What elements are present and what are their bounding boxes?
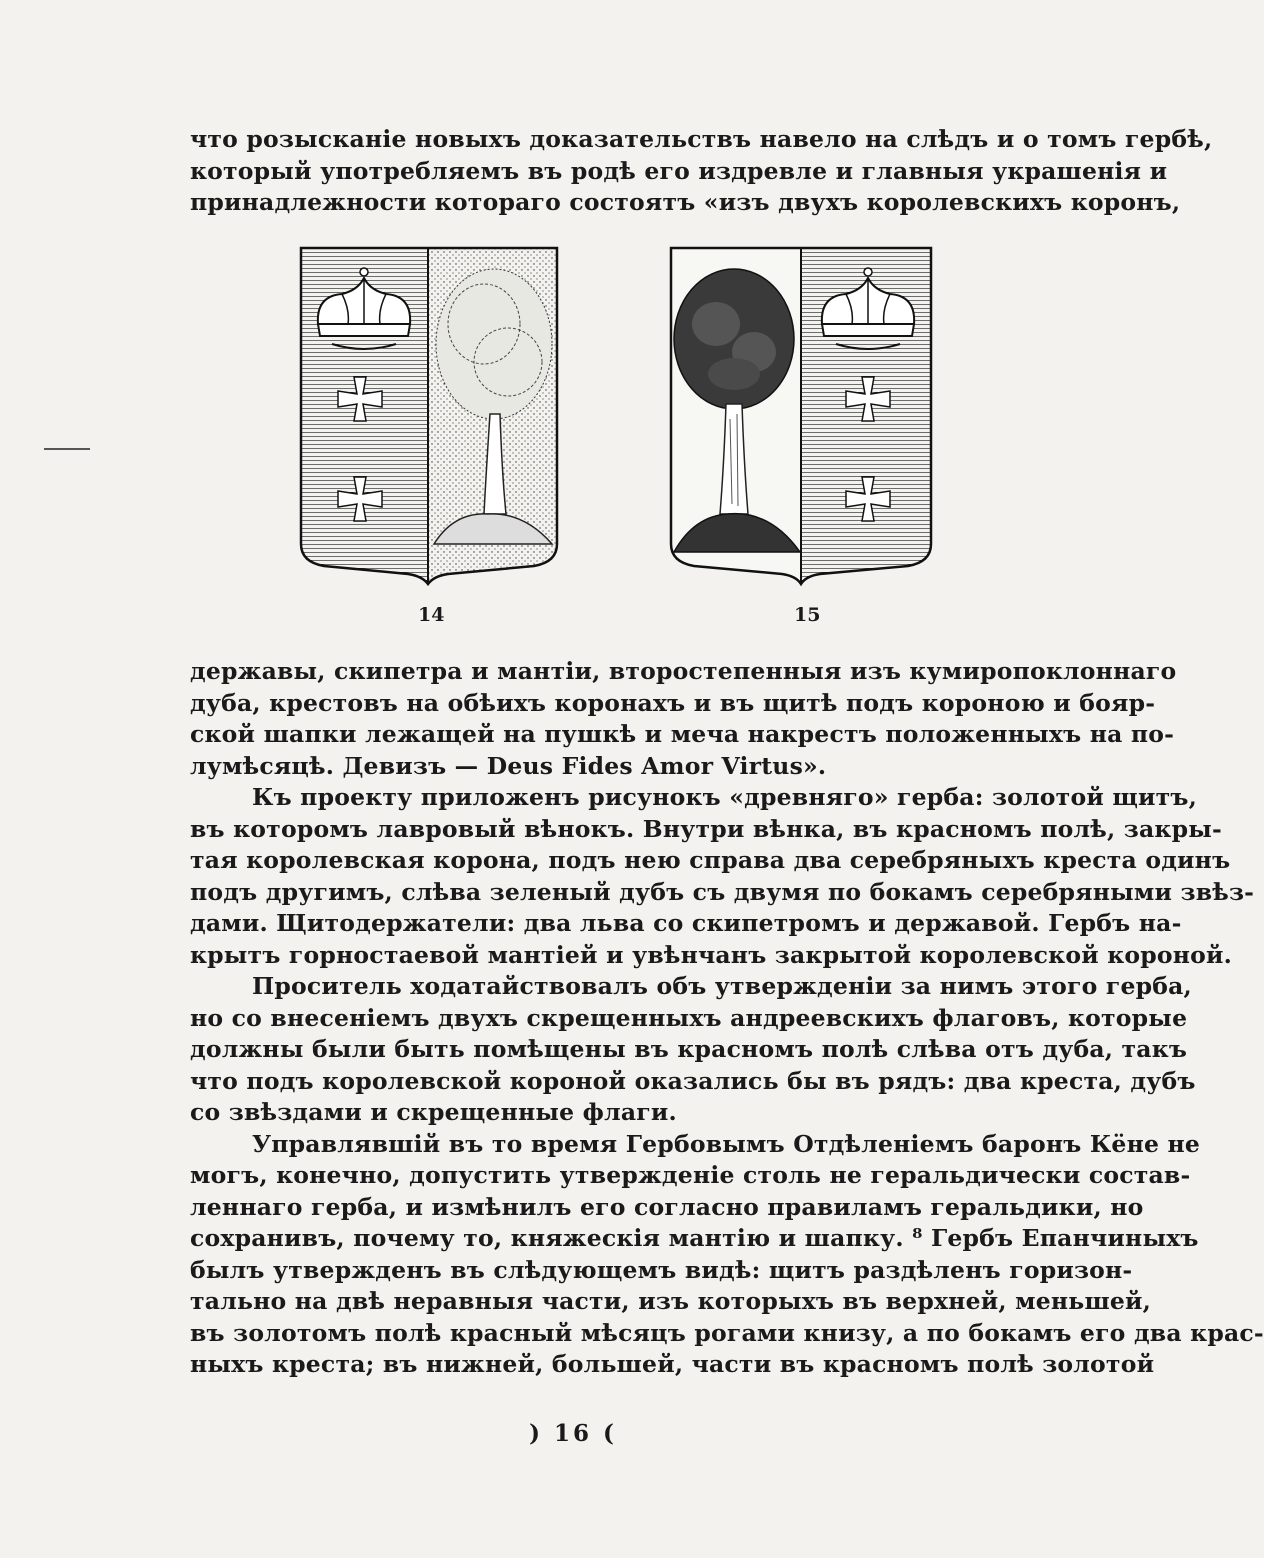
text-line: крытъ горностаевой мантіей и увѣнчанъ закрытой королевской короной.: [190, 940, 1233, 969]
text-line: былъ утвержденъ въ слѣдующемъ видѣ: щитъ раздѣленъ горизон-: [190, 1255, 1133, 1284]
text-line: державы, скипетра и мантіи, второстепенныя изъ кумиропоклоннаго: [190, 657, 1177, 685]
text-line: тально на двѣ неравныя части, изъ которыхъ въ верхней, меньшей,: [190, 1287, 1152, 1315]
page-number: ) 16 (: [529, 1420, 617, 1447]
text-line: но со внесеніемъ двухъ скрещенныхъ андреевскихъ флаговъ, которые: [190, 1003, 1188, 1032]
text-line: Къ проекту приложенъ рисунокъ «древняго» герба: золотой щитъ,: [252, 783, 1197, 811]
text-line: дуба, крестовъ на обѣихъ коронахъ и въ щитѣ подъ короною и бояр-: [190, 688, 1156, 717]
figure-number-14: 14: [418, 604, 445, 626]
text-line: который употребляемъ въ родѣ его издревле и главныя украшенія и: [190, 156, 1168, 185]
text-line: сохранивъ, почему то, княжескія мантію и шапку. ⁸ Гербъ Епанчиныхъ: [190, 1224, 1199, 1252]
text-line: со звѣздами и скрещенные флаги.: [190, 1098, 677, 1126]
text-line: могъ, конечно, допустить утвержденіе столь не геральдически состав-: [190, 1161, 1191, 1189]
margin-mark: [44, 448, 90, 450]
text-line: Проситель ходатайствовалъ объ утвержденіи за нимъ этого герба,: [252, 972, 1192, 1000]
top-paragraph: [190, 124, 1213, 219]
text-line: должны были быть помѣщены въ красномъ полѣ слѣва отъ дуба, такъ: [190, 1035, 1188, 1063]
text-line: дами. Щитодержатели: два льва со скипетромъ и державой. Гербъ на-: [190, 909, 1182, 937]
text-line: лумѣсяцѣ. Девизъ — Deus Fides Amor Virtus».: [190, 751, 827, 780]
text-line: ныхъ креста; въ нижней, большей, части въ красномъ полѣ золотой: [190, 1350, 1155, 1378]
figure-number-15: 15: [794, 604, 821, 626]
text-line: что розысканіе новыхъ доказательствъ навело на слѣдъ и о томъ гербѣ,: [190, 125, 1213, 153]
text-line: подъ другимъ, слѣва зеленый дубъ съ двумя по бокамъ серебряными звѣз-: [190, 877, 1255, 906]
coat-of-arms-15: [668, 244, 934, 586]
text-line: что подъ королевской короной оказались бы въ рядъ: два креста, дубъ: [190, 1066, 1196, 1095]
body-text: [190, 656, 1264, 1381]
text-line: въ которомъ лавровый вѣнокъ. Внутри вѣнка, въ красномъ полѣ, закры-: [190, 814, 1222, 843]
text-line: Управлявшій въ то время Гербовымъ Отдѣленіемъ баронъ Кёне не: [252, 1129, 1201, 1158]
text-line: въ золотомъ полѣ красный мѣсяцъ рогами книзу, а по бокамъ его два крас-: [190, 1318, 1264, 1347]
text-line: леннаго герба, и измѣнилъ его согласно правиламъ геральдики, но: [190, 1192, 1144, 1221]
text-line: ской шапки лежащей на пушкѣ и меча накрестъ положенныхъ на по-: [190, 720, 1175, 748]
text-line: тая королевская корона, подъ нею справа два серебряныхъ креста одинъ: [190, 846, 1231, 874]
coat-of-arms-14: [298, 244, 560, 586]
text-line: принадлежности котораго состоятъ «изъ двухъ королевскихъ коронъ,: [190, 188, 1181, 216]
